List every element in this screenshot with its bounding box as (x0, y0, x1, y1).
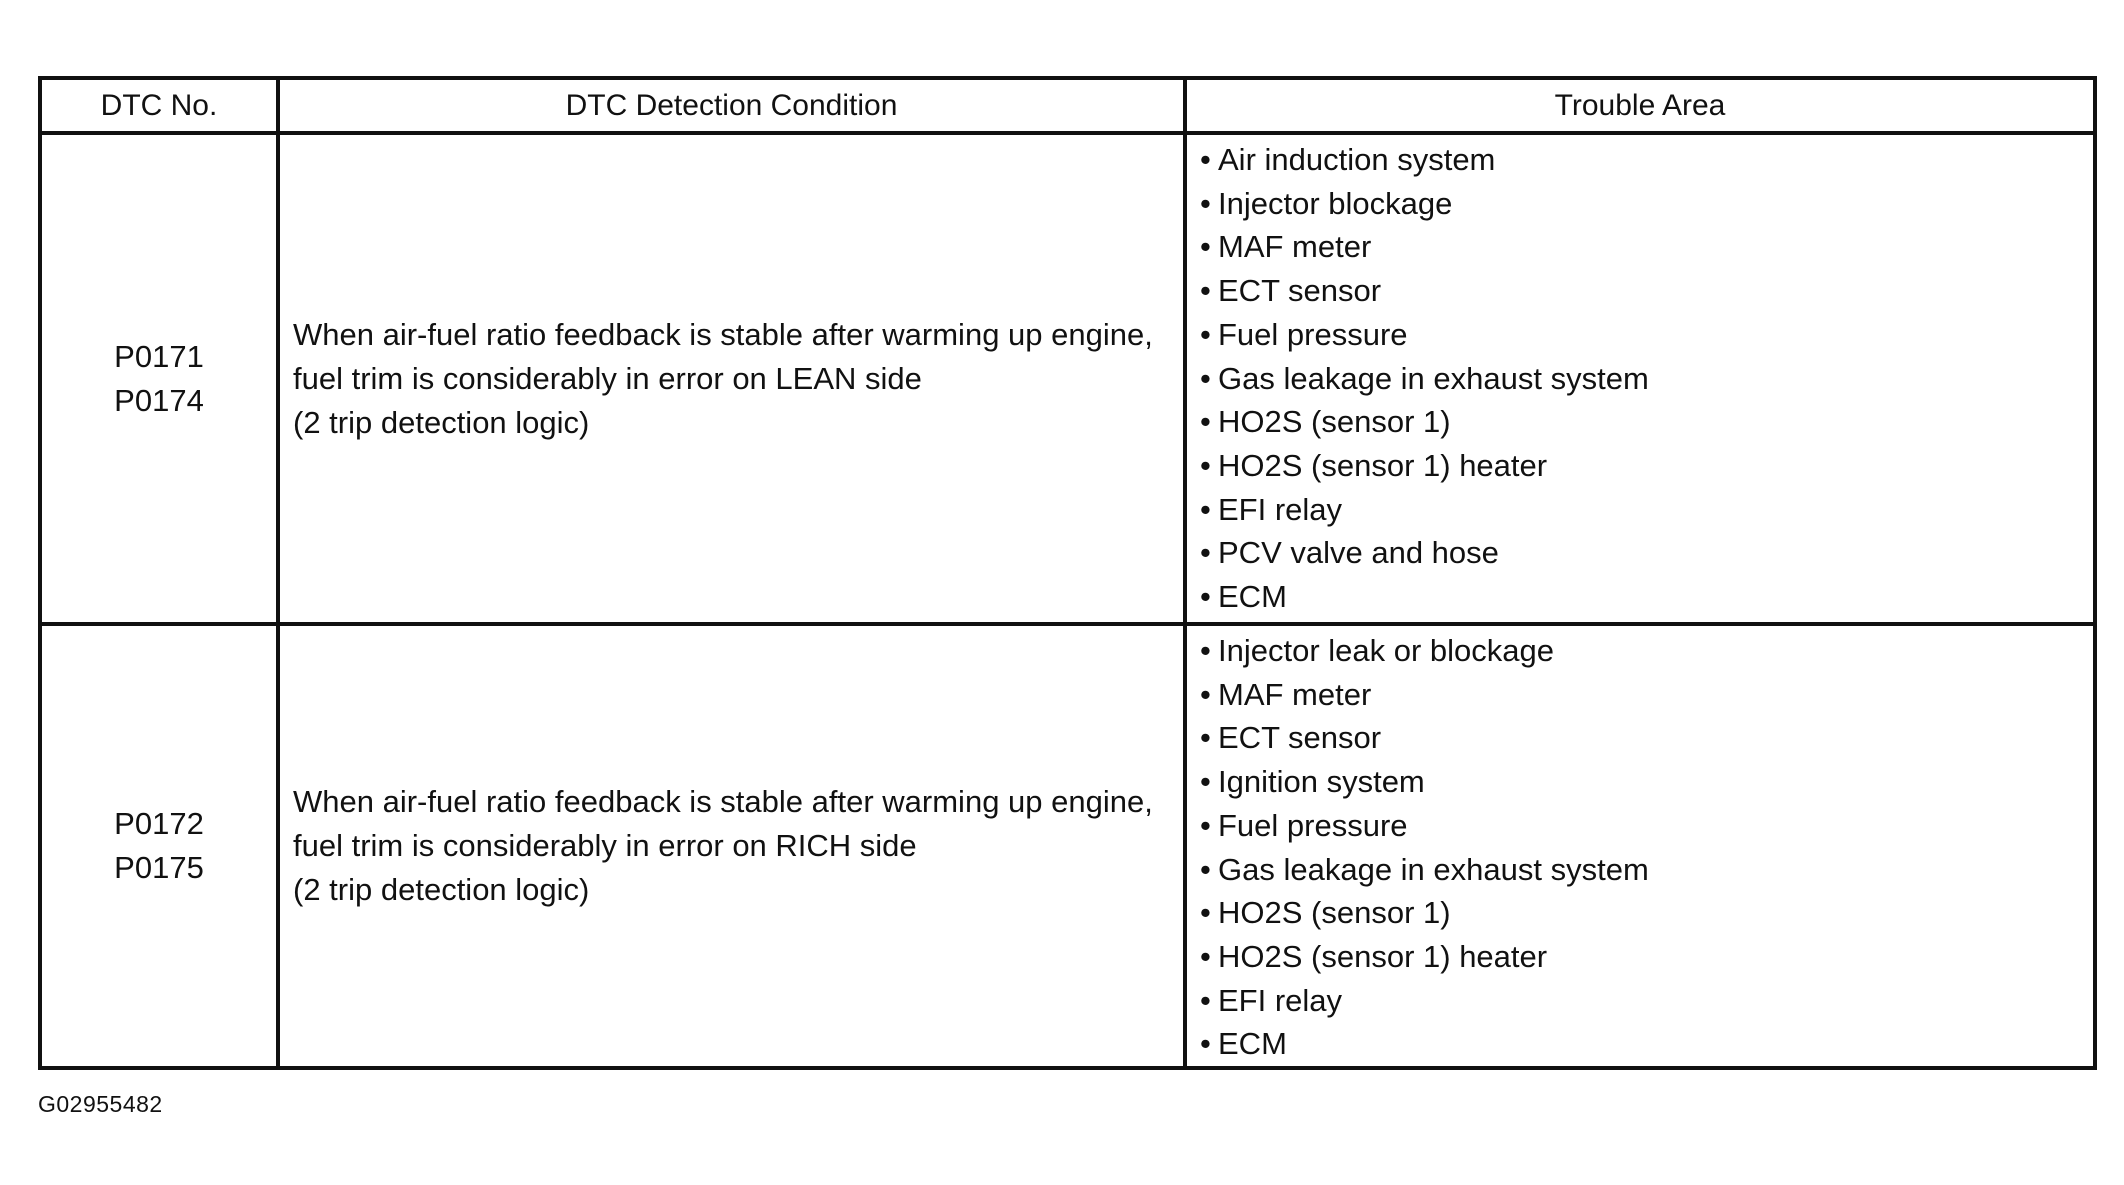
trouble-area-text: Fuel pressure (1218, 316, 1408, 352)
trouble-area-text: HO2S (sensor 1) heater (1218, 938, 1548, 974)
list-item (1200, 935, 2093, 979)
bullet-icon: • (1200, 676, 1211, 712)
dtc-codes-cell (40, 624, 278, 1068)
condition-line: (2 trip detection logic) (293, 872, 590, 908)
table-row (40, 133, 2095, 624)
trouble-area-cell (1185, 133, 2095, 624)
table-header-row (40, 78, 2095, 133)
dtc-code: P0175 (114, 850, 204, 886)
bullet-icon: • (1200, 185, 1211, 221)
bullet-icon: • (1200, 982, 1211, 1018)
bullet-icon: • (1200, 764, 1211, 800)
header-trouble-area: Trouble Area (1185, 78, 2095, 133)
trouble-area-text: HO2S (sensor 1) (1218, 404, 1451, 440)
list-item (1200, 313, 2093, 357)
trouble-area-text: MAF meter (1218, 229, 1372, 265)
condition-line: fuel trim is considerably in error on LEAN side (293, 360, 922, 396)
bullet-icon: • (1200, 404, 1211, 440)
trouble-area-text: EFI relay (1218, 982, 1343, 1018)
trouble-area-text: Air induction system (1218, 142, 1496, 177)
header-dtc-no: DTC No. (40, 78, 278, 133)
list-item (1200, 138, 2093, 182)
condition-line: fuel trim is considerably in error on RICH side (293, 828, 917, 864)
detection-condition-cell (278, 133, 1185, 624)
bullet-icon: • (1200, 633, 1211, 668)
trouble-area-text: ECT sensor (1218, 273, 1382, 309)
list-item (1200, 225, 2093, 269)
condition-line: (2 trip detection logic) (293, 404, 590, 440)
bullet-icon: • (1200, 1026, 1211, 1062)
trouble-area-text: Gas leakage in exhaust system (1218, 851, 1649, 887)
dtc-code: P0174 (114, 382, 204, 418)
list-item (1200, 400, 2093, 444)
bullet-icon: • (1200, 360, 1211, 396)
trouble-area-text: Fuel pressure (1218, 807, 1408, 843)
list-item (1200, 488, 2093, 532)
bullet-icon: • (1200, 579, 1211, 615)
trouble-area-text: HO2S (sensor 1) heater (1218, 447, 1548, 483)
condition-line: When air-fuel ratio feedback is stable after warming up engine, (293, 316, 1153, 352)
table-row (40, 624, 2095, 1068)
list-item (1200, 716, 2093, 760)
trouble-area-text: ECM (1218, 579, 1287, 615)
trouble-area-text: EFI relay (1218, 491, 1343, 527)
list-item (1200, 673, 2093, 717)
bullet-icon: • (1200, 273, 1211, 309)
bullet-icon: • (1200, 491, 1211, 527)
figure-id: G02955482 (38, 1091, 163, 1117)
trouble-area-list (1200, 629, 2093, 1066)
trouble-area-text: ECT sensor (1218, 720, 1382, 756)
list-item (1200, 357, 2093, 401)
bullet-icon: • (1200, 142, 1211, 177)
list-item (1200, 531, 2093, 575)
bullet-icon: • (1200, 720, 1211, 756)
trouble-area-text: MAF meter (1218, 676, 1372, 712)
list-item (1200, 848, 2093, 892)
list-item (1200, 575, 2093, 619)
trouble-area-text: PCV valve and hose (1218, 535, 1499, 571)
trouble-area-text: Ignition system (1218, 764, 1425, 800)
list-item (1200, 979, 2093, 1023)
bullet-icon: • (1200, 938, 1211, 974)
trouble-area-text: HO2S (sensor 1) (1218, 895, 1451, 931)
detection-condition-cell (278, 624, 1185, 1068)
bullet-icon: • (1200, 535, 1211, 571)
list-item (1200, 269, 2093, 313)
bullet-icon: • (1200, 851, 1211, 887)
dtc-codes-cell (40, 133, 278, 624)
list-item (1200, 760, 2093, 804)
list-item (1200, 891, 2093, 935)
list-item (1200, 1022, 2093, 1066)
list-item (1200, 804, 2093, 848)
dtc-code: P0171 (114, 338, 204, 374)
bullet-icon: • (1200, 895, 1211, 931)
bullet-icon: • (1200, 229, 1211, 265)
bullet-icon: • (1200, 447, 1211, 483)
trouble-area-text: Injector blockage (1218, 185, 1453, 221)
bullet-icon: • (1200, 807, 1211, 843)
bullet-icon: • (1200, 316, 1211, 352)
dtc-code: P0172 (114, 806, 204, 842)
list-item (1200, 444, 2093, 488)
list-item (1200, 629, 2093, 673)
header-detection-condition: DTC Detection Condition (278, 78, 1185, 133)
trouble-area-text: Injector leak or blockage (1218, 633, 1555, 668)
condition-line: When air-fuel ratio feedback is stable after warming up engine, (293, 784, 1153, 820)
dtc-table (38, 76, 2097, 1070)
trouble-area-text: ECM (1218, 1026, 1287, 1062)
trouble-area-cell (1185, 624, 2095, 1068)
list-item (1200, 182, 2093, 226)
trouble-area-list (1200, 138, 2093, 619)
trouble-area-text: Gas leakage in exhaust system (1218, 360, 1649, 396)
